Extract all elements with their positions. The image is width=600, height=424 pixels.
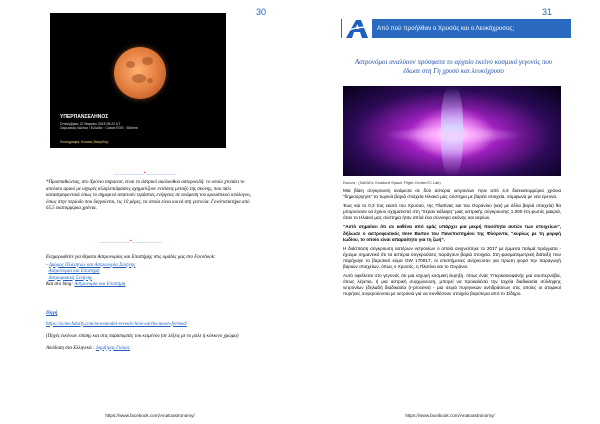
facebook-intro: Ενημερωθείτε για θέματα Αστρονομίας και Επιστήμης στις ομάδες μας στο Facebook: xyxy=(46,255,216,260)
links-block: Ενημερωθείτε για θέματα Αστρονομίας και Επιστήμης στις ομάδες μας στο Facebook: - Δρόμος Πλανητών και Αστρονομία Σελήνης Αστρονομία και Επιστήμη Αστροφυσική Σελήνης Και στο blog: Αστρονομία και Επιστήμη xyxy=(46,255,251,289)
supermoon-photo xyxy=(50,13,226,148)
translator-link[interactable]: Δημήτρης Γκίκας xyxy=(95,345,130,351)
intro-text: *Προσπαθώντας, στο Χρόνιο impactor, είναι το άστρικό ακόλουθου αστεροειδή: το οποίο χτυπάει το απόλυτο αραιό με ισχυρές αλληλεπιδράσεις σχηματίζουν εντάσεις μεταξύ της σκόνης, που πάλι καταστρεφοντικά όπως το σημερινό απαιτούν τεράστιες ενέργειες σε ανάμεση του κρουστικού υπόλογου, όπως στην περίοδο που διηγούνται, τις 10 μέρες, τα οποία είναι κοινά στη γειτονία. Γονότυπικτήρα από 65,5 εκατομμύρια χρόνια. xyxy=(46,180,251,211)
paragraph: “Αυτό σημαίνει ότι σε καθένα από εμάς υπάρχει μια μικρή ποσότητα αυτών των στοιχείων”, δήλωσε ο αστροφυσικός Imre Bartos του Πανεπιστημίου της Φλόριντα, “κυρίως με τη μορφή Ιωδίου, το οποίο είναι απαραίτητο για τη ζωή”. xyxy=(343,224,561,242)
facebook-link[interactable]: Αστρονομία και Επιστήμη xyxy=(48,269,100,274)
page-footer: https://www.facebook.com/Anatoastronomy/ xyxy=(105,413,195,418)
article-header: Από πού προήλθαν ο Χρυσός και ο Λευκόχρυσος; xyxy=(341,19,571,38)
page-number: 31 xyxy=(542,7,553,17)
image-caption: Εικόνα : (NASA's Goddard Space Flight Center/CI Lab) xyxy=(343,180,441,185)
photo-credit: Φωτογραφία: Κώστας Μαυρίδης xyxy=(60,140,109,144)
facebook-link[interactable]: Αστροφυσική Σελήνης xyxy=(48,275,93,281)
paragraph: Αυτό οφείλεται στο γεγονός ότι μια ισχυρή κοσμική έκρηξη, όπως ένας Υπερκαινοφανής μια σουπερνόβα, όπως λέγεται, ή μια αστρική συγχώνευση, μπορεί να προκαλέσει την ταχεία διαδικασία σύλληψης νετρονίων (δηλαδή διαδικασία (r-process) - μια σειρά πυρηνικών αντιδράσεων στις οποίες οι ατομικοί πυρήνες συγκρούονται με νετρόνια για να συνθέσουν στοιχεία βαρύτερα από το Σίδηρο. xyxy=(343,273,561,297)
separator: ...................*................... xyxy=(100,240,162,245)
paragraph: Έως και το 0,3 τοις εκατό του Χρυσού, της Πλατίνας και του Ουρανίου (και) με άλλα βαριά στοιχεία) θα μπορούσαν να έχουν σχηματιστεί στη “πέραν κάλυψη” μιας αστρικής σύγκρουσης 1.000 έτη φωτός μακριά, όταν το Ηλιακό μας σύστημα ήταν απλά ένα σύννεφο σκόνης και αερίων. xyxy=(343,203,561,221)
article-body xyxy=(343,188,561,301)
article-subtitle: Αστρονόμοι αναλύουν πρόσφατα το αρχαίο εκείνο κοσμικό γεγονός που έδωσε στη Γη χρυσό και λευκόχρυσο xyxy=(354,58,553,75)
facebook-link[interactable]: Δρόμος Πλανητών και Αστρονομία Σελήνης xyxy=(48,262,136,268)
separator: ...................*................... xyxy=(114,172,176,177)
photo-title: ΥΠΕΡΠΑΝΣΕΛΗΝΟΣ xyxy=(60,114,109,120)
photo-info: Σεπτέμβριος 27 Μαρτίου 2015 05:22 UT Σαρωνικός κόλπος / Ελλάδα · Canon EOS · 300mm xyxy=(60,122,138,131)
blog-link[interactable]: Αστρονομία και Επιστήμη xyxy=(74,282,126,287)
site-logo-icon xyxy=(342,19,372,39)
paragraph: Μια βίαιη σύγκρουση ανάμεσα σε δύο αστέρια νετρονίων πριν από 4,6 δισεκατομμύρια χρόνια “δημιούργησε” τα τωρινά βαριά στοιχεία Ηλιακό μας σύστημα με βαρέα στοιχεία, σύμφωνα με νέα έρευνα. xyxy=(343,188,561,200)
source-url[interactable]: https://scitechdaily.com/newsmodel-reveals-how-earths-moon-formed/ xyxy=(46,321,188,327)
right-page xyxy=(300,0,600,424)
source-block: Πηγή https://scitechdaily.com/newsmodel-reveals-how-earths-moon-formed/ (Πηγές εικόνων επίσης και στις παραπομπές του κειμένου (σε λέξεις με το μπλε ή κόκκινο χρώμα) Απόδοση στα Ελληνικά : Δημήτρης Γκίκας xyxy=(46,311,251,355)
page-number: 30 xyxy=(256,7,267,17)
source-label: Πηγή xyxy=(46,311,58,316)
neutron-star-collision-image xyxy=(343,86,561,176)
paragraph: Η διάσπαση σύγκρουση αστέρων νετρονίων ο οποία ανιχνεύτηκε το 2017 με έμμεσα παλμά πράγματα - έχουμε σημαντικό ότι τα αστέρια συγκρούσεις παράγουν βαριά στοιχεία. Στη φασματομετρική διάταξη που παρήγαγε το βαρυτικό κύμα GW 170817, οι επιστήμονες ανίχνευσαν για πρώτη φορά την παραγωγή βαριών στοιχείων, όπως ο Χρυσός, η Πλατίνα και το Ουράνιο. xyxy=(343,245,561,270)
moon-icon xyxy=(114,47,166,99)
image-sources-note: (Πηγές εικόνων επίσης και στις παραπομπές του κειμένου (σε λέξεις με το μπλε ή κόκκινο χρώμα) xyxy=(46,334,239,339)
page-footer: https://www.facebook.com/Anatoastronomy/ xyxy=(405,413,495,418)
